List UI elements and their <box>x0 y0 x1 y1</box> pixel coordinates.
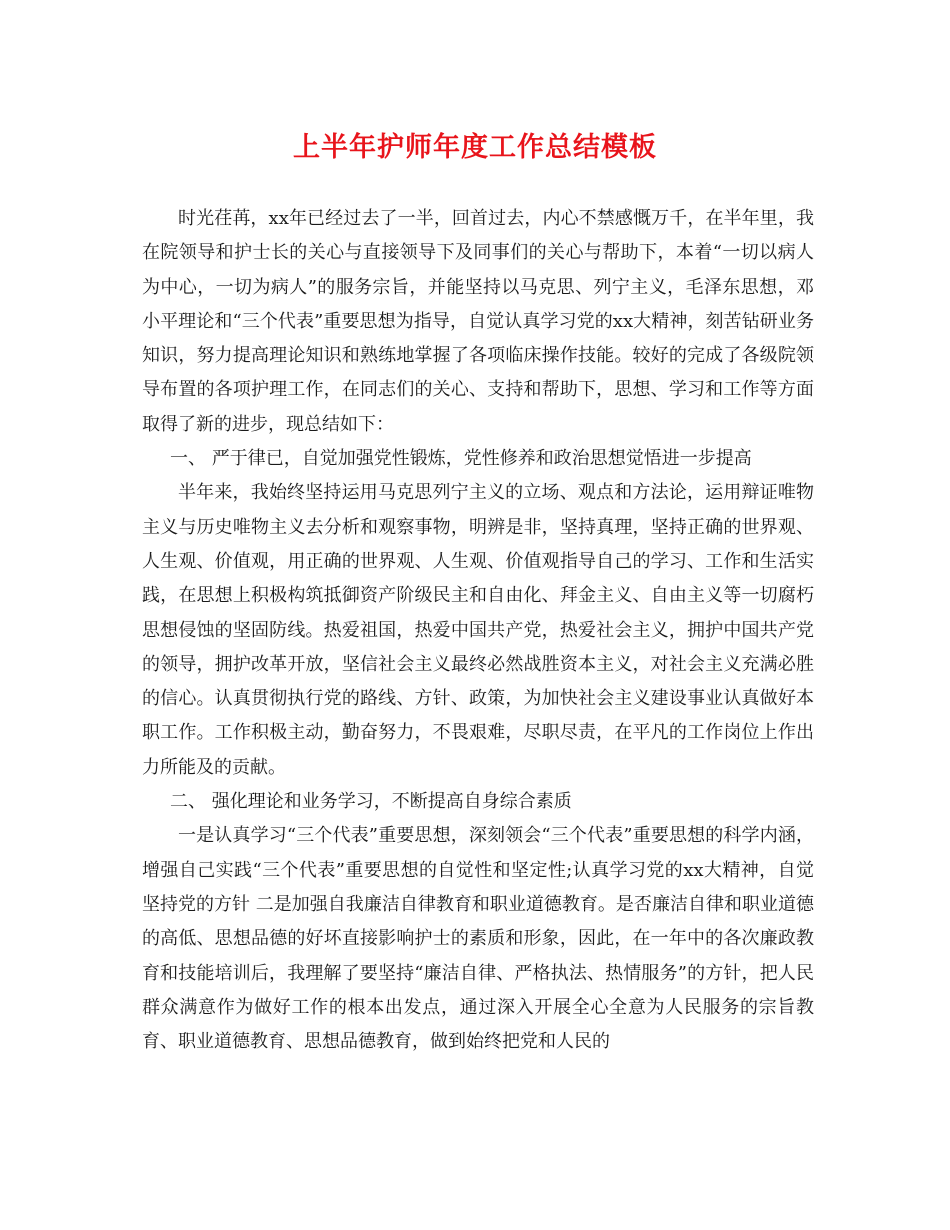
paragraph-section-1: 半年来，我始终坚持运用马克思列宁主义的立场、观点和方法论，运用辩证唯物主义与历史唯物主义去分析和观察事物，明辨是非，坚持真理，坚持正确的世界观、人生观、价值观，用正确的世界观、人生观、价值观指导自己的学习、工作和生活实践，在思想上积极构筑抵御资产阶级民主和自由化、拜金主义、自由主义等一切腐朽思想侵蚀的坚固防线。热爱祖国，热爱中国共产党，热爱社会主义，拥护中国共产党的领导，拥护改革开放，坚信社会主义最终必然战胜资本主义，对社会主义充满必胜的信心。认真贯彻执行党的路线、方针、政策，为加快社会主义建设事业认真做好本职工作。工作积极主动，勤奋努力，不畏艰难，尽职尽责，在平凡的工作岗位上作出力所能及的贡献。 <box>142 482 814 778</box>
section-heading-1: 一、 严于律已，自觉加强党性锻炼，党性修养和政治思想觉悟进一步提高 <box>170 448 752 470</box>
paragraph-intro: 时光荏苒，xx年已经过去了一半，回首过去，内心不禁感慨万千，在半年里，我在院领导和护士长的关心与直接领导下及同事们的关心与帮助下，本着“一切以病人为中心，一切为病人”的服务宗旨，并能坚持以马克思、列宁主义，毛泽东思想，邓小平理论和“三个代表”重要思想为指导，自觉认真学习党的xx大精神，刻苦钻研业务知识，努力提高理论知识和熟练地掌握了各项临床操作技能。较好的完成了各级院领导布置的各项护理工作，在同志们的关心、支持和帮助下，思想、学习和工作等方面取得了新的进步，现总结如下： <box>142 208 814 435</box>
paragraph-section-2: 一是认真学习“三个代表”重要思想，深刻领会“三个代表”重要思想的科学内涵，增强自己实践“三个代表”重要思想的自觉性和坚定性;认真学习党的xx大精神，自觉坚持党的方针 二是加强自我廉洁自律教育和职业道德教育。是否廉洁自律和职业道德的高低、思想品德的好坏直接影响护士的素质和形象，因此，在一年中的各次廉政教育和技能培训后，我理解了要坚持“廉洁自律、严格执法、热情服务”的方针，把人民群众满意作为做好工作的根本出发点，通过深入开展全心全意为人民服务的宗旨教育、职业道德教育、思想品德教育，做到始终把党和人民的 <box>142 825 814 1053</box>
section-heading-2: 二、 强化理论和业务学习，不断提高自身综合素质 <box>170 791 572 813</box>
document-title: 上半年护师年度工作总结模板 <box>293 132 657 163</box>
document-body <box>142 202 814 1059</box>
